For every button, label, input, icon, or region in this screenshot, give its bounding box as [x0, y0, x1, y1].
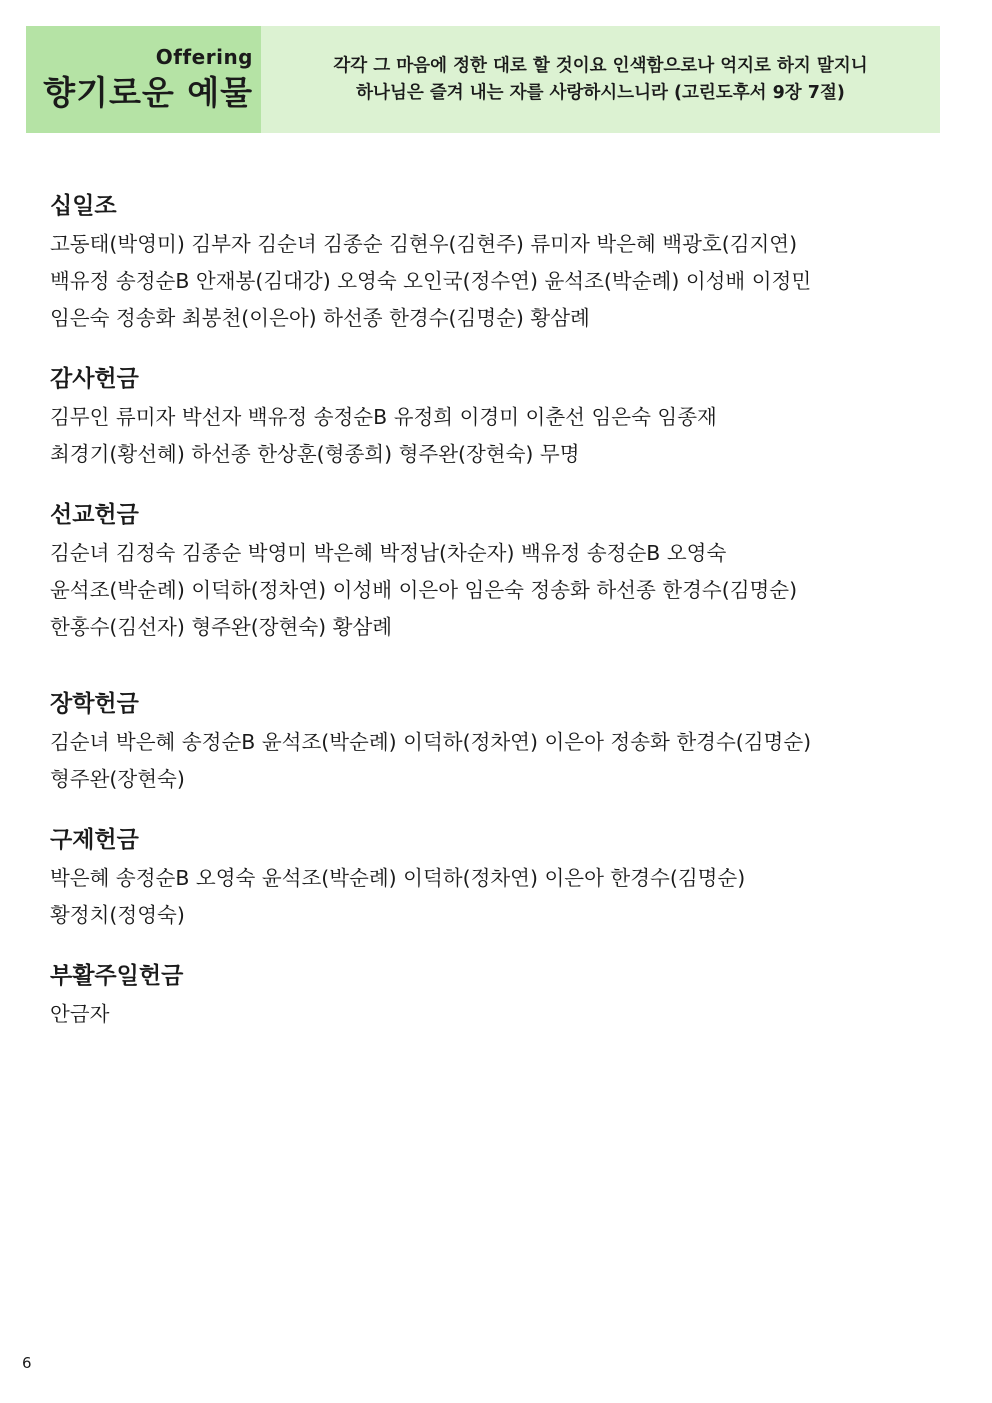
donor-line: 김순녀 김정숙 김종순 박영미 박은혜 박정남(차순자) 백유정 송정순B 오영숙 [50, 541, 727, 565]
section-title: 부활주일헌금 [50, 963, 184, 989]
section-title: 십일조 [50, 193, 117, 219]
section-title: 감사헌금 [50, 366, 139, 392]
donor-line: 백유정 송정순B 안재봉(김대강) 오영숙 오인국(정수연) 윤석조(박순례) 이성배 이정민 [50, 269, 812, 293]
donor-line: 안금자 [50, 1002, 110, 1026]
donor-line: 황정치(정영숙) [50, 903, 185, 927]
offering-list [50, 186, 930, 1055]
donor-names [50, 399, 930, 473]
section-mission [50, 495, 930, 646]
scripture-verse [261, 26, 940, 133]
section-scholarship [50, 684, 930, 798]
offering-header [26, 26, 940, 133]
donor-line: 최경기(황선혜) 하선종 한상훈(형종희) 형주완(장현숙) 무명 [50, 442, 580, 466]
donor-line: 김무인 류미자 박선자 백유정 송정순B 유정희 이경미 이춘선 임은숙 임종재 [50, 405, 717, 429]
header-title-block [26, 26, 261, 133]
section-easter [50, 956, 930, 1033]
donor-names [50, 860, 930, 934]
verse-line: 각각 그 마음에 정한 대로 할 것이요 인색함으로나 억지로 하지 말지니 [333, 55, 868, 76]
donor-line: 김순녀 박은혜 송정순B 윤석조(박순례) 이덕하(정차연) 이은아 정송화 한경수(김명순) [50, 730, 812, 754]
donor-names [50, 996, 930, 1033]
section-relief [50, 820, 930, 934]
donor-line: 임은숙 정송화 최봉천(이은아) 하선종 한경수(김명순) 황삼례 [50, 306, 590, 330]
donor-names [50, 535, 930, 646]
header-title: 향기로운 예물 [43, 72, 253, 112]
section-title: 구제헌금 [50, 827, 139, 853]
donor-line: 윤석조(박순례) 이덕하(정차연) 이성배 이은아 임은숙 정송화 하선종 한경수(김명순) [50, 578, 798, 602]
section-title: 장학헌금 [50, 691, 139, 717]
donor-names [50, 724, 930, 798]
donor-line: 박은혜 송정순B 오영숙 윤석조(박순례) 이덕하(정차연) 이은아 한경수(김명순) [50, 866, 746, 890]
section-tithe [50, 186, 930, 337]
section-title: 선교헌금 [50, 502, 139, 528]
donor-line: 형주완(장현숙) [50, 767, 185, 791]
donor-line: 고동태(박영미) 김부자 김순녀 김종순 김현우(김현주) 류미자 박은혜 백광호(김지연) [50, 232, 798, 256]
section-thanksgiving [50, 359, 930, 473]
verse-line: 하나님은 즐겨 내는 자를 사랑하시느니라 (고린도후서 9장 7절) [356, 82, 845, 103]
page-number: 6 [22, 1354, 32, 1372]
donor-names [50, 226, 930, 337]
header-subtitle: Offering [155, 44, 253, 69]
donor-line: 한홍수(김선자) 형주완(장현숙) 황삼례 [50, 615, 393, 639]
